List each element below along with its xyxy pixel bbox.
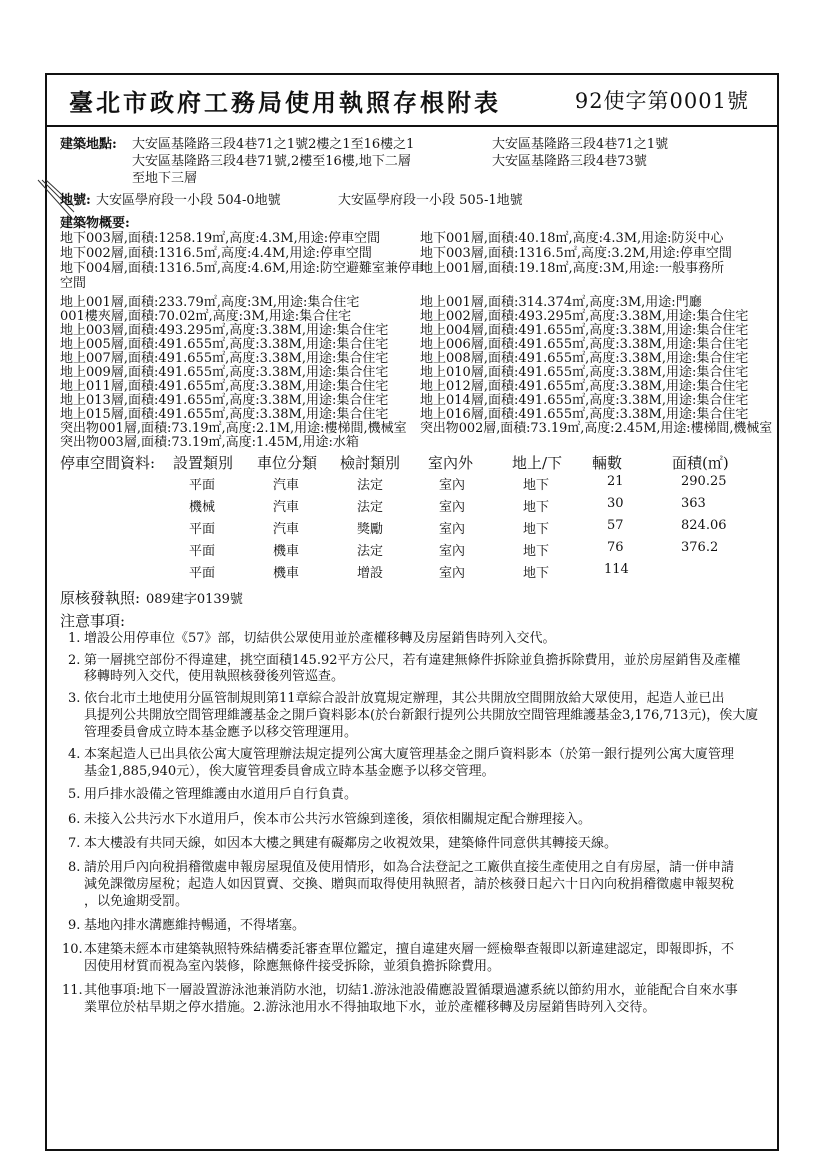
floor-left: 突出物003層,面積:73.19㎡,高度:1.45M,用途:水箱 (60, 435, 359, 450)
lot-left: 大安區學府段一小段 504-0地號 (96, 193, 281, 208)
parking-header: 車位分類 (257, 454, 318, 472)
cell-type: 平面 (189, 544, 216, 559)
notes-title: 注意事項: (60, 612, 126, 630)
basement-left-wrap: 空間 (60, 276, 87, 291)
cell-count: 76 (607, 540, 624, 555)
cell-type: 平面 (189, 478, 216, 493)
cell-area: 824.06 (681, 518, 727, 533)
floor-left: 001樓夾層,面積:70.02㎡,高度:3M,用途:集合住宅 (60, 309, 352, 324)
cell-count: 21 (607, 474, 624, 489)
cell-vehicle: 機車 (273, 566, 300, 581)
cell-vehicle: 汽車 (273, 478, 300, 493)
cell-type: 平面 (189, 522, 216, 537)
note-text: 基地內排水溝應維持暢通，不得堵塞。 (84, 918, 306, 933)
floor-right: 地上002層,面積:493.295㎡,高度:3.38M,用途:集合住宅 (420, 309, 749, 324)
parking-header: 檢討類別 (340, 454, 401, 472)
note-item (62, 982, 738, 999)
cell-level: 地下 (523, 566, 550, 581)
cell-level: 地下 (523, 478, 550, 493)
cell-area: 376.2 (681, 540, 719, 555)
note-number: 3. (68, 691, 81, 706)
note-text: 其他事項:地下一層設置游泳池兼消防水池，切結1.游泳池設備應設置循環過濾系統以節約用水，並能配合自來水事 (84, 983, 738, 998)
basement-right: 地下001層,面積:40.18㎡,高度:4.3M,用途:防災中心 (420, 231, 724, 246)
note-text: 第一層挑空部份不得違建，挑空面積145.92平方公尺，若有違建無條件拆除並負擔拆除費用，並於房屋銷售及產權 (84, 653, 741, 668)
cell-review: 增設 (357, 566, 384, 581)
note-item (68, 811, 591, 828)
note-number: 6. (68, 812, 81, 827)
note-number: 5. (68, 787, 81, 802)
parking-header: 面積(㎡) (672, 454, 729, 472)
cell-level: 地下 (523, 544, 550, 559)
note-text: 未接入公共污水下水道用戶，俟本市公共污水管線到達後，須依相關規定配合辦理接入。 (84, 812, 592, 827)
location-right-line: 大安區基隆路三段4巷73號 (492, 154, 647, 169)
note-number: 11. (62, 983, 83, 998)
note-number: 8. (68, 860, 81, 875)
cell-vehicle: 汽車 (273, 522, 300, 537)
note-item (68, 835, 617, 852)
basement-right: 地上001層,面積:19.18㎡,高度:3M,用途:一般事務所 (420, 261, 725, 276)
cell-review: 法定 (357, 478, 384, 493)
summary-label: 建築物概要: (60, 216, 130, 231)
floor-left: 地上011層,面積:491.655㎡,高度:3.38M,用途:集合住宅 (60, 379, 389, 394)
note-text-cont: 減免課徵房屋稅；起造人如因買賣、交換、贈與而取得使用執照者，請於核發日起六十日內向稅捐稽徵處申報契稅 (84, 877, 735, 892)
document-header (45, 73, 779, 127)
cell-count: 114 (604, 562, 629, 577)
note-number: 7. (68, 836, 81, 851)
note-item (68, 630, 556, 647)
floor-right: 地上016層,面積:491.655㎡,高度:3.38M,用途:集合住宅 (420, 407, 749, 422)
note-item (68, 786, 357, 803)
document-number: 92使字第0001號 (574, 89, 749, 113)
note-text: 用戶排水設備之管理維護由水道用戶自行負責。 (84, 787, 358, 802)
note-text: 增設公用停車位《57》部，切結供公眾使用並於產權移轉及房屋銷售時列入交代。 (84, 631, 556, 646)
note-text-cont: 因使用材質而視為室內裝修，除應無條件接受拆除，並須負擔拆除費用。 (84, 959, 501, 974)
cell-type: 平面 (189, 566, 216, 581)
floor-left: 地上003層,面積:493.295㎡,高度:3.38M,用途:集合住宅 (60, 323, 389, 338)
note-text-cont: 基金1,885,940元），俟大廈管理委員會成立時本基金應予以移交管理。 (84, 764, 495, 779)
basement-left: 地下003層,面積:1258.19㎡,高度:4.3M,用途:停車空間 (60, 231, 381, 246)
cell-type: 機械 (189, 500, 216, 515)
note-item (68, 652, 741, 669)
floor-right: 地上014層,面積:491.655㎡,高度:3.38M,用途:集合住宅 (420, 393, 749, 408)
original-permit-label: 原核發執照: (60, 589, 141, 607)
cell-count: 57 (607, 518, 624, 533)
floor-left: 地上009層,面積:491.655㎡,高度:3.38M,用途:集合住宅 (60, 365, 389, 380)
floor-left: 地上005層,面積:491.655㎡,高度:3.38M,用途:集合住宅 (60, 337, 389, 352)
cell-review: 法定 (357, 544, 384, 559)
note-text: 依台北市土地使用分區管制規則第11章綜合設計放寬規定辦理，其公共開放空間開放給大眾使用，起造人並已出 (84, 691, 725, 706)
cell-indoor: 室內 (439, 500, 466, 515)
floor-right: 地上006層,面積:491.655㎡,高度:3.38M,用途:集合住宅 (420, 337, 749, 352)
lot-label: 地號: (60, 193, 91, 208)
note-number: 9. (68, 918, 81, 933)
note-item (68, 690, 725, 707)
note-number: 10. (62, 942, 83, 957)
cell-area: 290.25 (681, 474, 727, 489)
cell-review: 獎勵 (357, 522, 384, 537)
location-left-line: 至地下三層 (132, 171, 198, 186)
floor-right: 地上010層,面積:491.655㎡,高度:3.38M,用途:集合住宅 (420, 365, 749, 380)
floor-left: 地上013層,面積:491.655㎡,高度:3.38M,用途:集合住宅 (60, 393, 389, 408)
cell-indoor: 室內 (439, 478, 466, 493)
note-text-cont: 管理委員會成立時本基金應予以移交管理運用。 (84, 725, 358, 740)
note-text-cont: 業單位於枯旱期之停水措施。2.游泳池用水不得抽取地下水，並於產權移轉及房屋銷售時列入交待。 (84, 1000, 656, 1015)
note-number: 2. (68, 653, 81, 668)
location-right-line: 大安區基隆路三段4巷71之1號 (492, 137, 669, 152)
original-permit-value: 089建字0139號 (146, 592, 243, 607)
note-item (62, 941, 734, 958)
floor-right: 突出物002層,面積:73.19㎡,高度:2.45M,用途:樓梯間,機械室 (420, 421, 773, 436)
location-label: 建築地點: (60, 137, 117, 152)
location-left-line: 大安區基隆路三段4巷71之1號2樓之1至16樓之1 (132, 137, 415, 152)
basement-right: 地下003層,面積:1316.5㎡,高度:3.2M,用途:停車空間 (420, 246, 732, 261)
basement-left: 地下002層,面積:1316.5㎡,高度:4.4M,用途:停車空間 (60, 246, 372, 261)
parking-header: 輛數 (592, 454, 623, 472)
cell-vehicle: 汽車 (273, 500, 300, 515)
location-left-line: 大安區基隆路三段4巷71號,2樓至16樓,地下二層 (132, 154, 411, 169)
note-item (68, 917, 305, 934)
note-text: 請於用戶內向稅捐稽徵處申報房屋現值及使用情形，如為合法登記之工廠供直接生產使用之自有房屋，請一併申請 (84, 860, 735, 875)
cell-review: 法定 (357, 500, 384, 515)
floor-right: 地上001層,面積:314.374㎡,高度:3M,用途:門廳 (420, 295, 702, 310)
floor-right: 地上004層,面積:491.655㎡,高度:3.38M,用途:集合住宅 (420, 323, 749, 338)
floor-left: 突出物001層,面積:73.19㎡,高度:2.1M,用途:樓梯間,機械室 (60, 421, 407, 436)
floor-left: 地上001層,面積:233.79㎡,高度:3M,用途:集合住宅 (60, 295, 360, 310)
cell-vehicle: 機車 (273, 544, 300, 559)
parking-label: 停車空間資料: (60, 454, 156, 472)
cell-indoor: 室內 (439, 522, 466, 537)
cell-count: 30 (607, 496, 624, 511)
basement-left: 地下004層,面積:1316.5㎡,高度:4.6M,用途:防空避難室兼停車 (60, 261, 424, 276)
note-text-cont: 移轉時列入交代，使用執照核發後列管巡查。 (84, 669, 345, 684)
floor-right: 地上012層,面積:491.655㎡,高度:3.38M,用途:集合住宅 (420, 379, 749, 394)
parking-header: 設置類別 (173, 454, 234, 472)
note-number: 4. (68, 747, 81, 762)
parking-header: 室內外 (428, 454, 474, 472)
document-title: 臺北市政府工務局使用執照存根附表 (69, 88, 501, 117)
cell-level: 地下 (523, 522, 550, 537)
note-number: 1. (68, 631, 81, 646)
cell-indoor: 室內 (439, 544, 466, 559)
note-item (68, 859, 734, 876)
note-text-cont: 具提列公共開放空間管理維護基金之開戶資料影本(於台新銀行提列公共開放空間管理維護基金3,176,713元)，俟大廈 (84, 708, 759, 723)
note-text-cont: ，以免逾期受罰。 (84, 894, 189, 909)
cell-level: 地下 (523, 500, 550, 515)
note-text: 本大樓設有共同天線，如因本大樓之興建有礙鄰房之收視效果，建築條件同意供其轉接天線。 (84, 836, 618, 851)
note-text: 本案起造人已出具依公寓大廈管理辦法規定提列公寓大廈管理基金之開戶資料影本（於第一銀行提列公寓大廈管理 (84, 747, 735, 762)
parking-header: 地上/下 (512, 454, 563, 472)
floor-left: 地上007層,面積:491.655㎡,高度:3.38M,用途:集合住宅 (60, 351, 389, 366)
cell-area: 363 (681, 496, 706, 511)
lot-right: 大安區學府段一小段 505-1地號 (338, 193, 523, 208)
floor-right: 地上008層,面積:491.655㎡,高度:3.38M,用途:集合住宅 (420, 351, 749, 366)
cell-indoor: 室內 (439, 566, 466, 581)
floor-left: 地上015層,面積:491.655㎡,高度:3.38M,用途:集合住宅 (60, 407, 389, 422)
note-item (68, 746, 734, 763)
note-text: 本建築未經本市建築執照特殊結構委託審查單位鑑定，擅自違建夾層一經檢舉查報即以新違建認定，即報即拆，不 (84, 942, 735, 957)
